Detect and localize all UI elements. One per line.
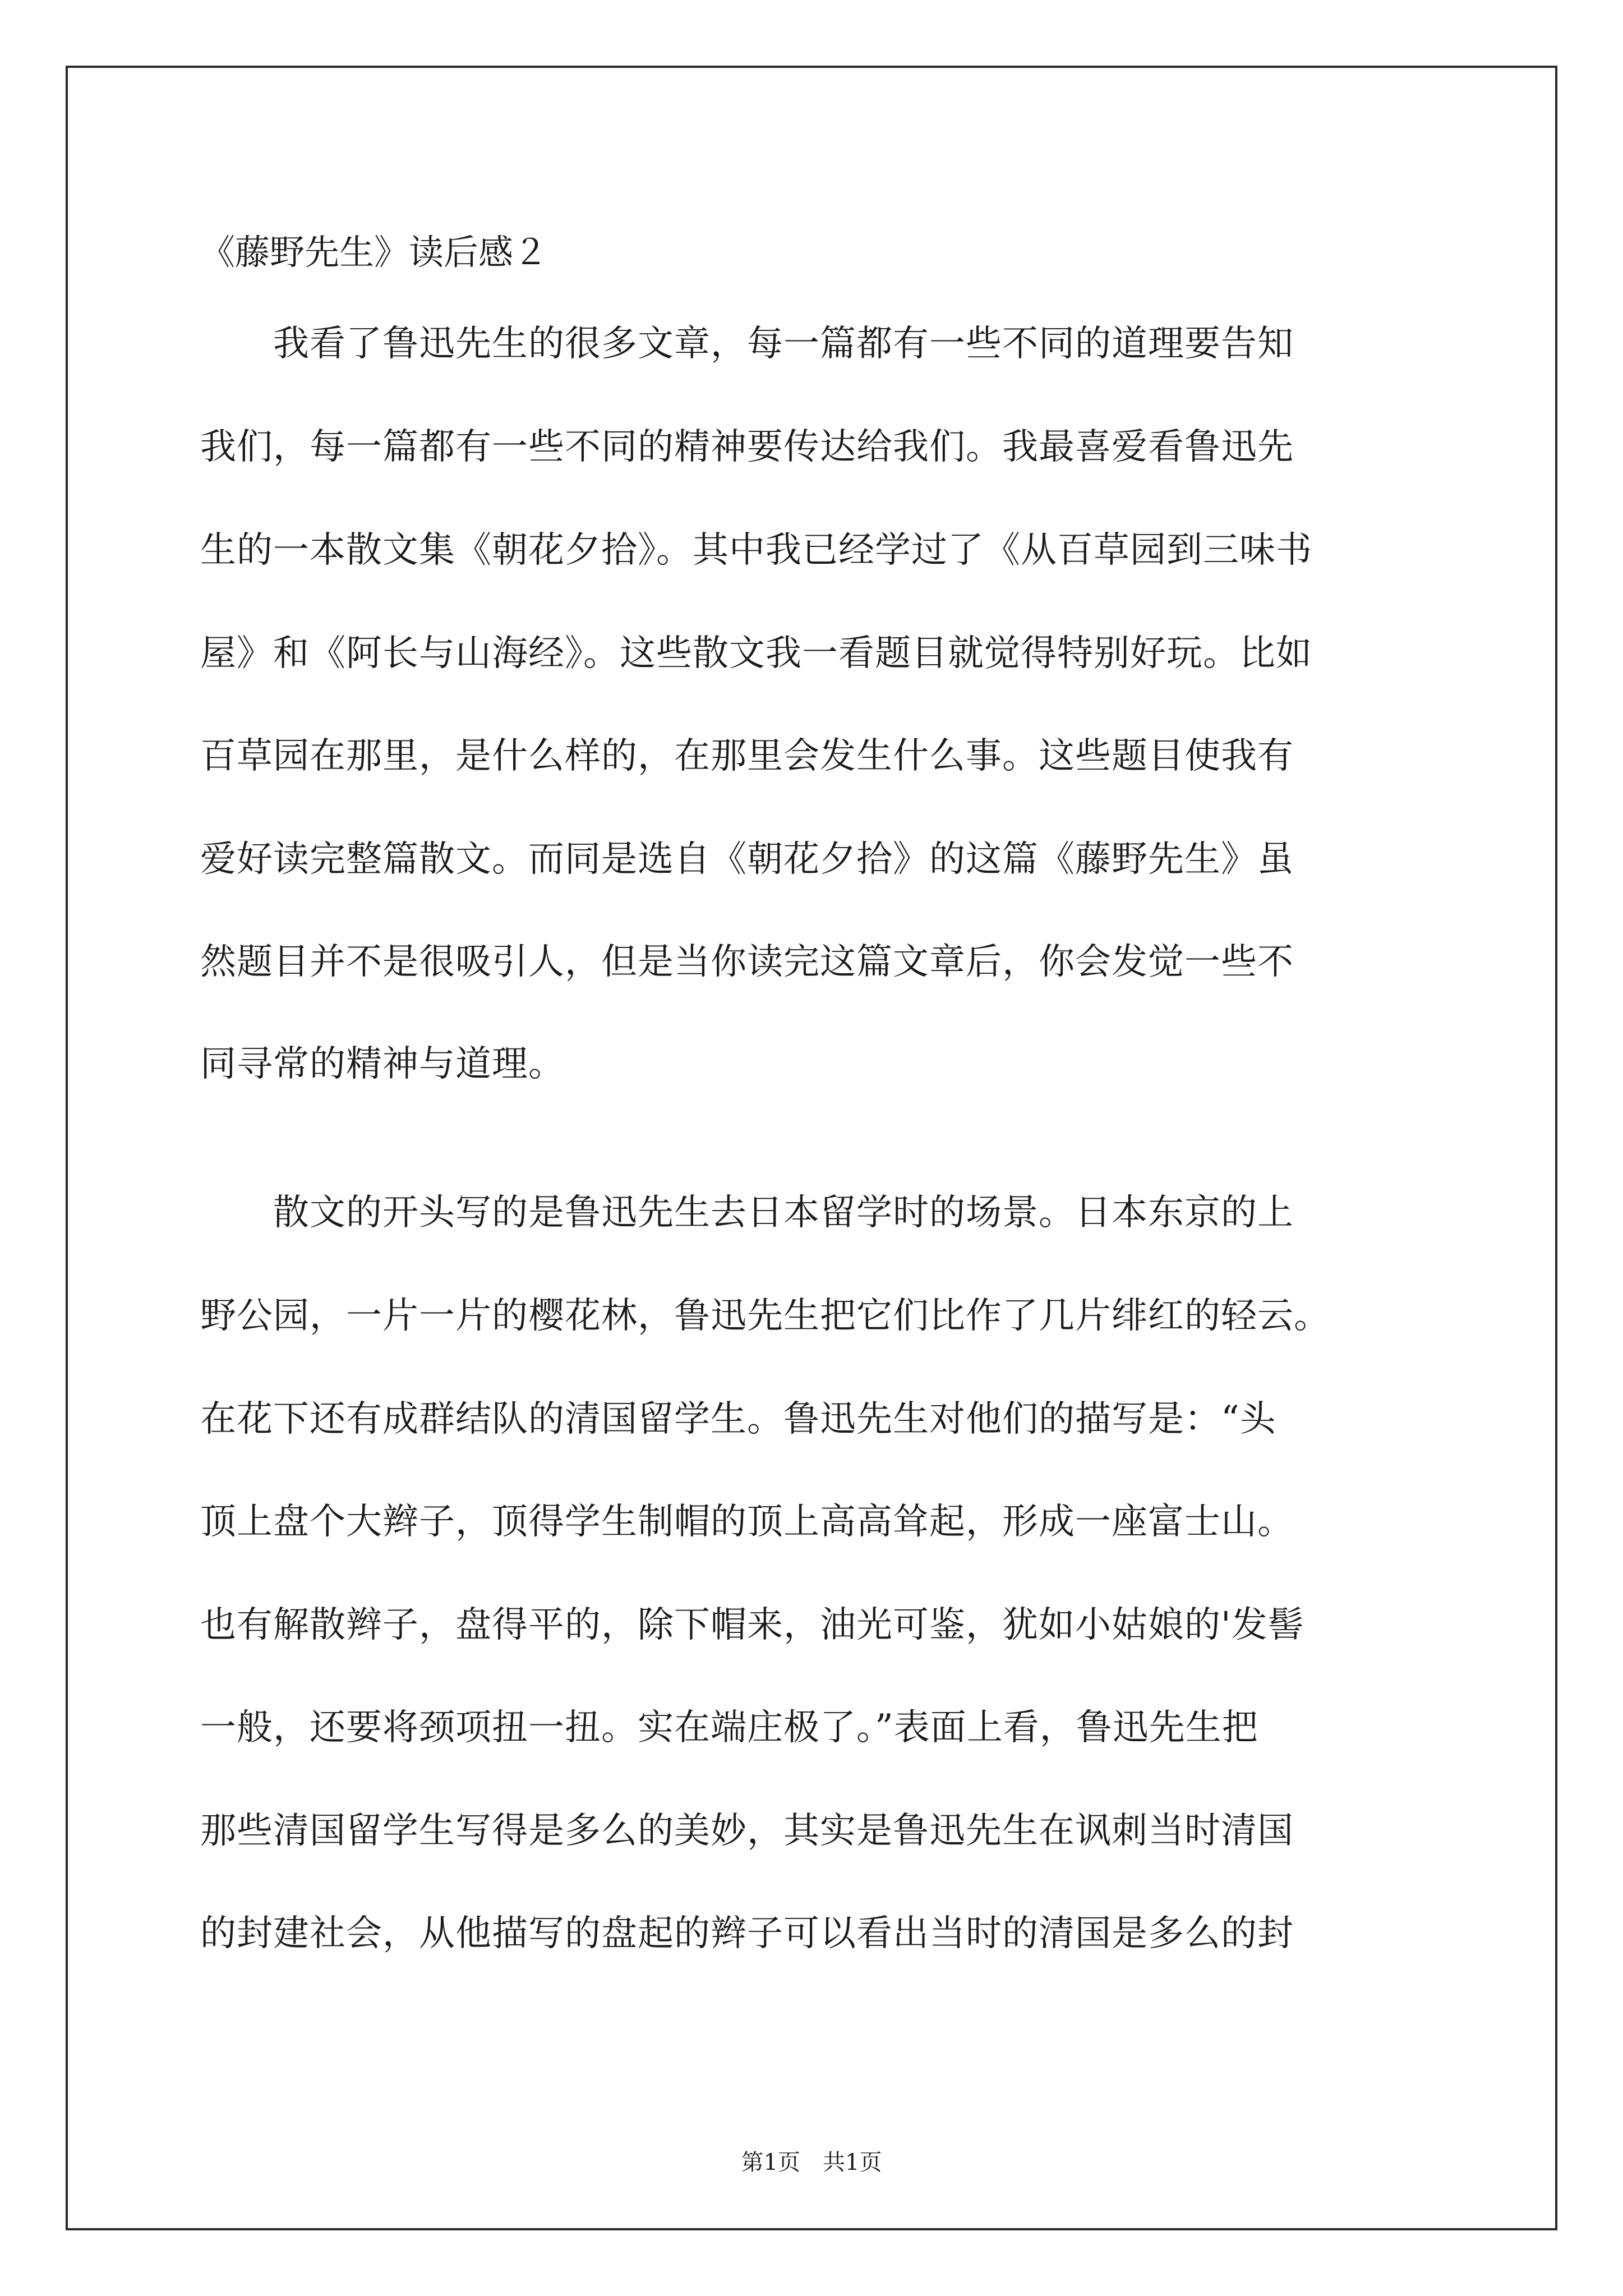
- body-line: 屋》和《阿长与山海经》。这些散文我一看题目就觉得特别好玩。比如: [200, 633, 1312, 674]
- body-line: 的封建社会，从他描写的盘起的辫子可以看出当时的清国是多么的封: [200, 1913, 1294, 1954]
- body-line: 野公园，一片一片的樱花林，鲁迅先生把它们比作了几片绯红的轻云。: [200, 1295, 1330, 1337]
- page-border: [66, 66, 1557, 2230]
- body-line: 同寻常的精神与道理。: [200, 1043, 565, 1085]
- body-line: 生的一本散文集《朝花夕拾》。其中我已经学过了《从百草园到三味书: [200, 530, 1312, 571]
- body-line: 也有解散辫子，盘得平的，除下帽来，油光可鉴，犹如小姑娘的'发髻: [200, 1604, 1304, 1646]
- document-title: 《藤野先生》读后感２: [200, 232, 548, 273]
- body-line: 在花下还有成群结队的清国留学生。鲁迅先生对他们的描写是：“头: [200, 1398, 1276, 1440]
- body-line: 我看了鲁迅先生的很多文章，每一篇都有一些不同的道理要告知: [200, 323, 1294, 365]
- body-line: 那些清国留学生写得是多么的美妙，其实是鲁迅先生在讽刺当时清国: [200, 1810, 1294, 1852]
- body-line: 爱好读完整篇散文。而同是选自《朝花夕拾》的这篇《藤野先生》虽: [200, 839, 1294, 880]
- page-total: 共1页: [823, 2150, 882, 2175]
- body-line: 百草园在那里，是什么样的，在那里会发生什么事。这些题目使我有: [200, 735, 1294, 777]
- body-line: 我们，每一篇都有一些不同的精神要传达给我们。我最喜爱看鲁迅先: [200, 426, 1294, 468]
- body-line: 然题目并不是很吸引人，但是当你读完这篇文章后，你会发觉一些不: [200, 941, 1294, 983]
- body-line: 顶上盘个大辫子，顶得学生制帽的顶上高高耸起，形成一座富士山。: [200, 1501, 1294, 1543]
- body-line: 散文的开头写的是鲁迅先生去日本留学时的场景。日本东京的上: [200, 1192, 1294, 1234]
- page-number: 第1页: [741, 2150, 800, 2175]
- page-footer: [0, 2146, 1623, 2179]
- body-line: 一般，还要将颈项扭一扭。实在端庄极了。”表面上看，鲁迅先生把: [200, 1707, 1258, 1749]
